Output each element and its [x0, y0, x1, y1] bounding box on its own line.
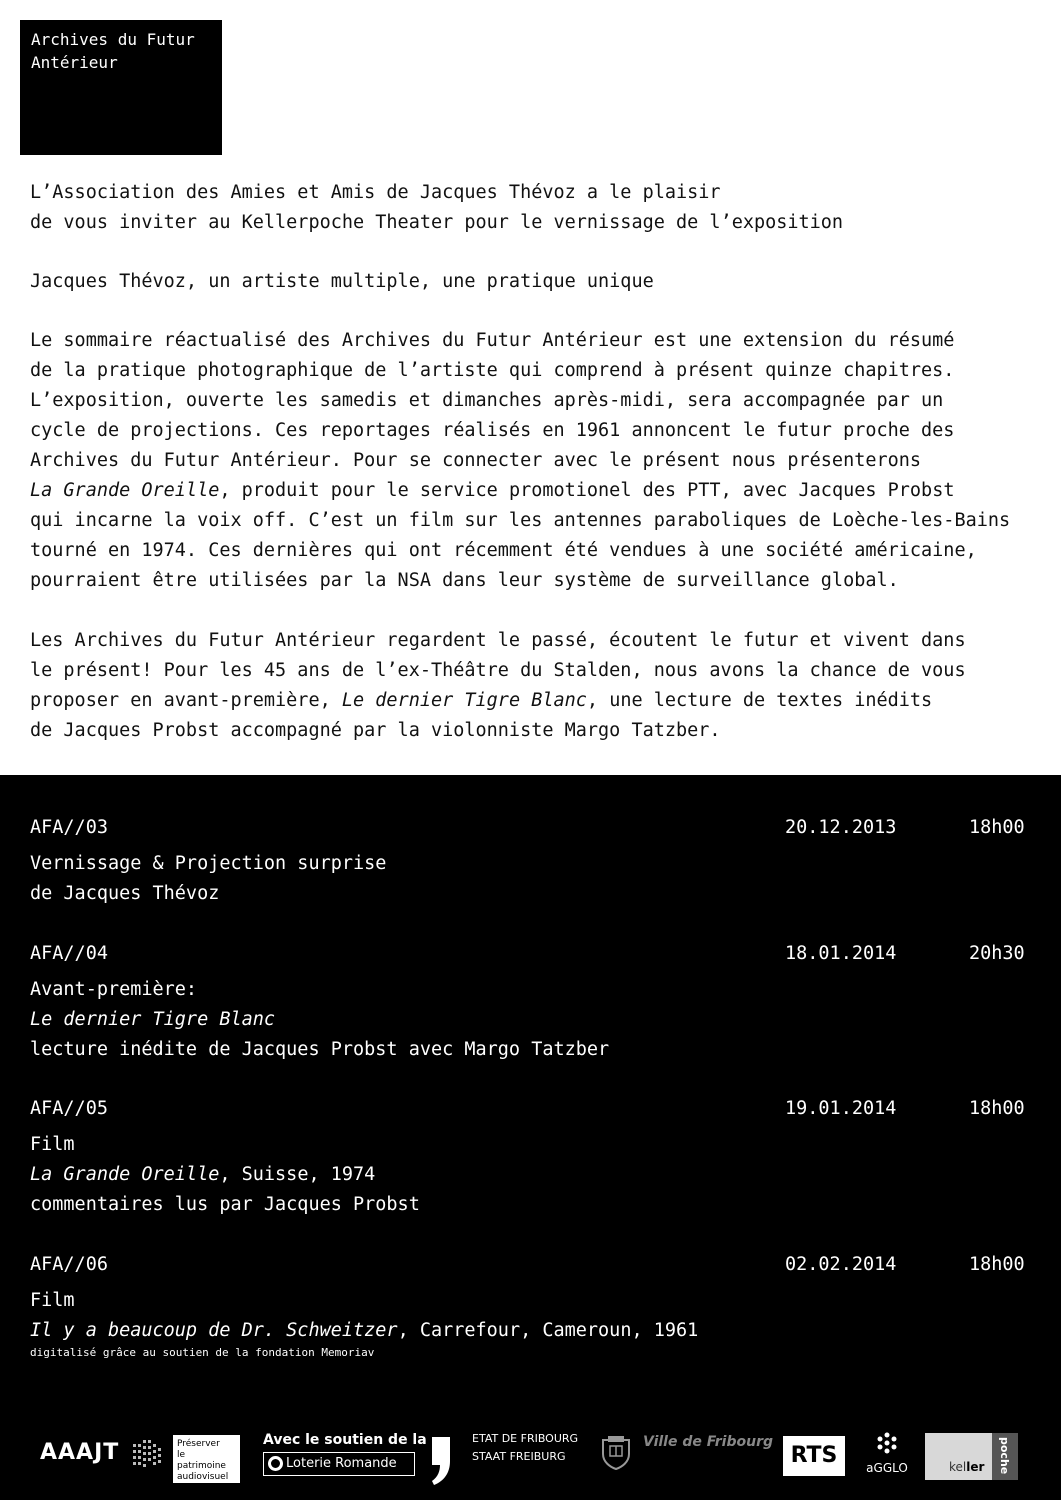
- etat-fribourg-logo: [472, 1430, 578, 1466]
- keller-a: kel: [949, 1460, 967, 1474]
- header-title-line-1: Archives du Futur: [31, 30, 195, 49]
- poche-text: poche: [998, 1437, 1011, 1475]
- event-time: 18h00: [969, 1098, 1025, 1119]
- agglo-label: aGGLO: [866, 1461, 908, 1475]
- etat-line: ETAT DE FRIBOURG: [472, 1432, 579, 1445]
- p1-line-rest: , produit pour le service promotionel des PTT, avec Jacques Probst: [219, 480, 955, 501]
- event-note: digitalisé grâce au soutien de la fondation Memoriav: [30, 1346, 375, 1359]
- event-description: [30, 975, 1030, 1065]
- event-time: 18h00: [969, 1254, 1025, 1275]
- p2-line: Les Archives du Futur Antérieur regardent le passé, écoutent le futur et vivent dans: [30, 630, 966, 651]
- event-line: [30, 1316, 1030, 1346]
- event-title-italic: Il y a beaucoup de Dr. Schweitzer: [30, 1320, 398, 1341]
- kellerpoche-logo: [925, 1433, 1018, 1480]
- etat-line: STAAT FREIBURG: [472, 1450, 566, 1463]
- event-line: Film: [30, 1134, 75, 1155]
- intro-text: [30, 178, 1040, 238]
- event-time: 20h30: [969, 943, 1025, 964]
- event-title-italic: Le dernier Tigre Blanc: [30, 1009, 276, 1030]
- p1-line: pourraient être utilisées par la NSA dans leur système de surveillance global.: [30, 570, 899, 591]
- aaajt-logo: AAAJT: [40, 1440, 120, 1465]
- p2-line: le présent! Pour les 45 ans de l’ex-Théâtre du Stalden, nous avons la chance de vous: [30, 660, 966, 681]
- event-line: lecture inédite de Jacques Probst avec Margo Tatzber: [30, 1039, 610, 1060]
- intro-line-2: de vous inviter au Kellerpoche Theater pour le vernissage de l’exposition: [30, 212, 844, 233]
- paragraph-2: [30, 626, 1045, 746]
- support-label: Avec le soutien de la: [263, 1432, 427, 1448]
- event-line-italic: [30, 1005, 1030, 1035]
- event-description: [30, 1130, 1030, 1220]
- event-title-italic: La Grande Oreille: [30, 1164, 220, 1185]
- p2-line-b: , une lecture de textes inédits: [586, 690, 933, 711]
- agglo-dots-icon: [876, 1432, 898, 1454]
- ville-crest-icon: [600, 1434, 632, 1470]
- exhibition-title: Jacques Thévoz, un artiste multiple, une pratique unique: [30, 271, 654, 292]
- program-section: [0, 775, 1061, 1500]
- event-line-rest: , Suisse, 1974: [219, 1164, 376, 1185]
- event-line: Vernissage & Projection surprise: [30, 853, 387, 874]
- event-code: AFA//03: [30, 817, 108, 838]
- loterie-box: [263, 1452, 415, 1476]
- p2-line: [30, 686, 1045, 716]
- keller-text: [949, 1460, 984, 1474]
- event-code: AFA//06: [30, 1254, 108, 1275]
- event-code: AFA//05: [30, 1098, 108, 1119]
- event-code: AFA//04: [30, 943, 108, 964]
- p1-line: qui incarne la voix off. C’est un film sur les antennes paraboliques de Loèche-les-Bains: [30, 510, 1011, 531]
- event-line: Film: [30, 1290, 75, 1311]
- event-date: 02.02.2014: [785, 1254, 897, 1275]
- event-line: de Jacques Thévoz: [30, 883, 220, 904]
- event-date: 20.12.2013: [785, 817, 897, 838]
- event-line-rest: , Carrefour, Cameroun, 1961: [397, 1320, 699, 1341]
- event-description: [30, 849, 1030, 909]
- memoriav-dots-icon: [131, 1438, 167, 1474]
- keller-b: ler: [966, 1460, 985, 1474]
- header-logo-box: [20, 20, 222, 155]
- event-line: [30, 1160, 1030, 1190]
- p1-line: L’exposition, ouverte les samedis et dimanches après-midi, sera accompagnée par un: [30, 390, 944, 411]
- paragraph-1: [30, 326, 1045, 596]
- fribourg-comma-icon: [430, 1435, 452, 1487]
- memoriav-line: audiovisuel: [177, 1472, 229, 1482]
- loterie-name: Loterie Romande: [286, 1456, 397, 1471]
- event-description: [30, 1286, 1030, 1360]
- event-line: Avant-première:: [30, 979, 198, 1000]
- sponsor-logos: [0, 1420, 1061, 1490]
- event-time: 18h00: [969, 817, 1025, 838]
- loterie-romande-logo: [263, 1432, 427, 1476]
- reading-title-italic: Le dernier Tigre Blanc: [341, 690, 587, 711]
- memoriav-logo: [173, 1435, 240, 1483]
- p2-line-a: proposer en avant-première,: [30, 690, 342, 711]
- p1-line: Archives du Futur Antérieur. Pour se connecter avec le présent nous présenterons: [30, 450, 922, 471]
- p1-line: de la pratique photographique de l’artiste qui comprend à présent quinze chapitres.: [30, 360, 955, 381]
- memoriav-line: Préserver: [177, 1439, 220, 1449]
- rts-logo: RTS: [783, 1436, 845, 1476]
- intro-line-1: L’Association des Amies et Amis de Jacques Thévoz a le plaisir: [30, 182, 721, 203]
- event-date: 19.01.2014: [785, 1098, 897, 1119]
- p1-line: Le sommaire réactualisé des Archives du Futur Antérieur est une extension du résumé: [30, 330, 955, 351]
- header-title-line-2: Antérieur: [31, 53, 118, 72]
- p1-line: tourné en 1974. Ces dernières qui ont récemment été vendues à une société américaine,: [30, 540, 977, 561]
- memoriav-line: le patrimoine: [177, 1450, 226, 1471]
- agglo-logo: [857, 1432, 917, 1482]
- film-title-italic: La Grande Oreille: [30, 480, 220, 501]
- p2-line: de Jacques Probst accompagné par la violonniste Margo Tatzber.: [30, 720, 721, 741]
- loterie-ring-icon: [268, 1456, 283, 1471]
- ville-fribourg-logo: Ville de Fribourg: [643, 1434, 774, 1450]
- event-line: commentaires lus par Jacques Probst: [30, 1194, 420, 1215]
- event-date: 18.01.2014: [785, 943, 897, 964]
- p1-line: cycle de projections. Ces reportages réalisés en 1961 annoncent le futur proche des: [30, 420, 955, 441]
- p1-line: [30, 476, 1045, 506]
